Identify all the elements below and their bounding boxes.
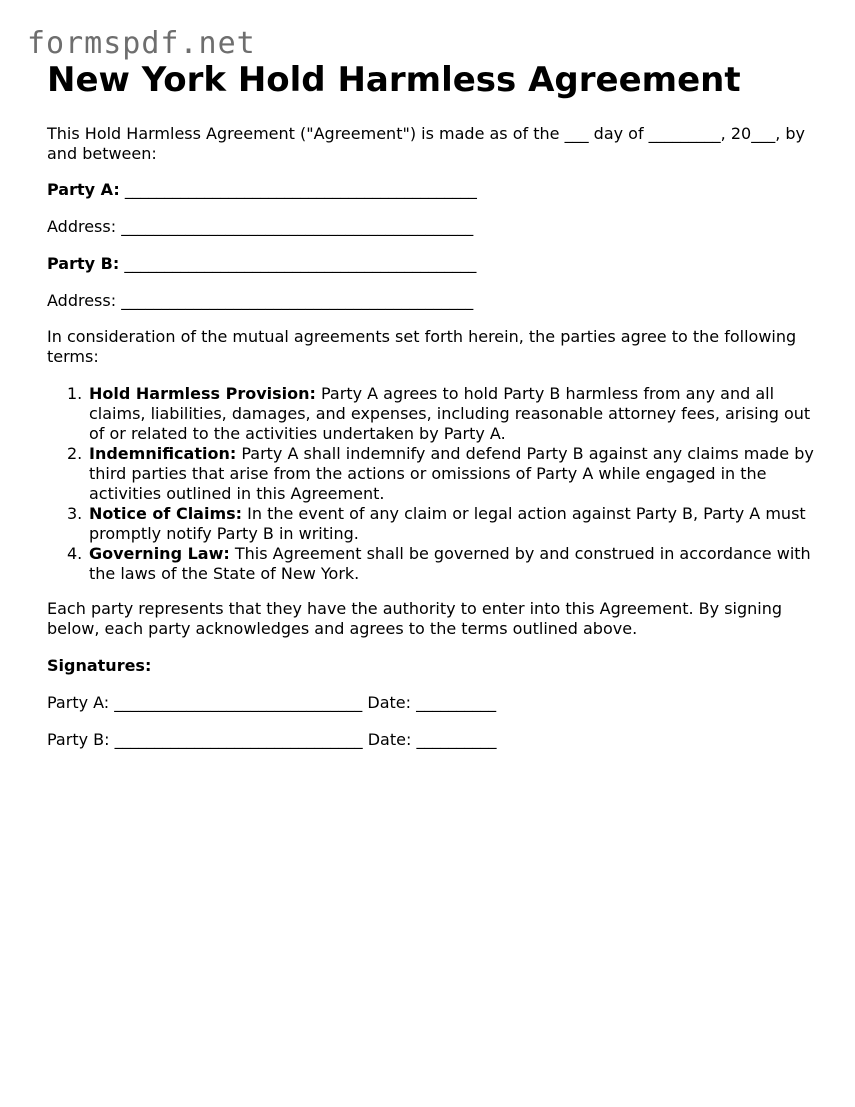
term-title: Notice of Claims: [89,504,243,523]
term-item [47,504,817,544]
document-title: New York Hold Harmless Agreement [47,60,741,100]
address-a-field[interactable] [47,217,473,237]
term-title: Hold Harmless Provision: [89,384,316,403]
address-b-field[interactable] [47,291,473,311]
term-text: Party A shall indemnify and defend Party B against any claims made by third parties that arise from the actions or omissions of Party A while engaged in the activities outlined in this Agreement. [89,444,814,503]
terms-list [47,384,817,584]
signature-a-row[interactable] [47,693,496,713]
signature-b-label: Party B: [47,730,110,749]
date-a-label: Date: [367,693,412,712]
term-title: Indemnification: [89,444,237,463]
term-item [47,384,817,444]
term-number: 2. [67,444,83,463]
intro-paragraph: This Hold Harmless Agreement ("Agreement") is made as of the ___ day of _________, 20___, by and between: [47,124,806,163]
term-text: Party A agrees to hold Party B harmless from any and all claims, liabilities, damages, and expenses, including reasonable attorney fees, arising out of or related to the activities undertaken by Party A. [89,384,811,443]
term-number: 1. [67,384,83,403]
party-a-field[interactable] [47,180,477,200]
party-a-blank-line[interactable]: ____________________________________________ [124,180,477,199]
representation-paragraph: Each party represents that they have the authority to enter into this Agreement. By signing below, each party acknowledges and agrees to the terms outlined above. [47,599,783,638]
party-b-blank-line[interactable]: ____________________________________________ [124,254,477,273]
term-number: 3. [67,504,83,523]
date-a-blank-line[interactable]: __________ [416,693,497,712]
signature-b-blank-line[interactable]: _______________________________ [114,730,363,749]
party-a-label: Party A: [47,180,120,199]
signature-b-row[interactable] [47,730,496,750]
term-number: 4. [67,544,83,563]
term-text: This Agreement shall be governed by and construed in accordance with the laws of the State of New York. [89,544,811,583]
term-text: In the event of any claim or legal action against Party B, Party A must promptly notify Party B in writing. [89,504,806,543]
site-watermark: formspdf.net [27,26,256,61]
date-b-blank-line[interactable]: __________ [416,730,497,749]
term-item [47,444,817,504]
consideration-paragraph: In consideration of the mutual agreements set forth herein, the parties agree to the following terms: [47,327,797,366]
signature-a-label: Party A: [47,693,110,712]
address-a-label: Address: [47,217,117,236]
party-b-field[interactable] [47,254,476,274]
signature-a-blank-line[interactable]: _______________________________ [114,693,363,712]
signatures-heading: Signatures: [47,656,152,675]
address-b-label: Address: [47,291,117,310]
date-b-label: Date: [367,730,412,749]
party-b-label: Party B: [47,254,120,273]
address-b-blank-line[interactable]: ____________________________________________ [121,291,474,310]
term-title: Governing Law: [89,544,230,563]
address-a-blank-line[interactable]: ____________________________________________ [121,217,474,236]
term-item [47,544,817,584]
